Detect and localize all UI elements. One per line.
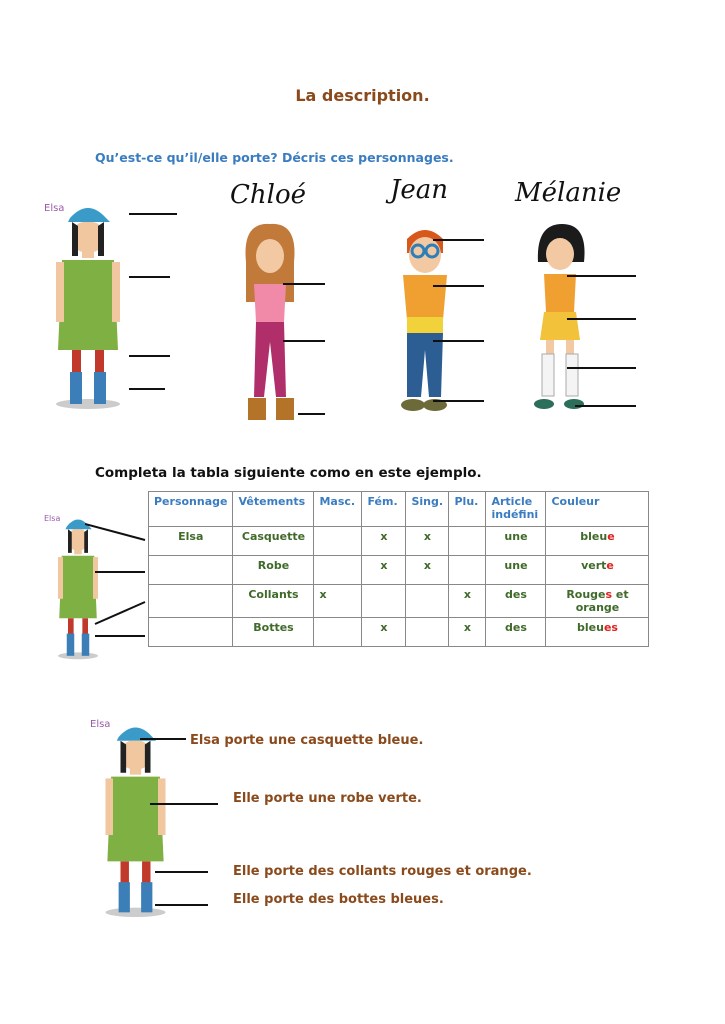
- answer-line: [567, 367, 636, 369]
- elsa-figure: [98, 720, 173, 918]
- cell-article: une: [486, 556, 546, 585]
- cell-masc: [314, 556, 362, 585]
- table-row: [149, 618, 649, 647]
- table-row: [149, 527, 649, 556]
- answer-line: [129, 276, 170, 278]
- answer-line: [155, 904, 208, 906]
- answer-line: [129, 355, 170, 357]
- sentence-robe: Elle porte une robe verte.: [233, 791, 422, 806]
- page-title: La description.: [295, 86, 430, 105]
- answer-line: [567, 275, 636, 277]
- header-masc: Masc.: [314, 492, 362, 527]
- color-text: bleu: [580, 530, 608, 543]
- header-plu: Plu.: [449, 492, 486, 527]
- answer-line: [129, 388, 165, 390]
- cell-couleur: [546, 556, 649, 585]
- answer-line: [433, 340, 484, 342]
- sentence-casquette: Elsa porte une casquette bleue.: [190, 733, 424, 748]
- table-row: [149, 556, 649, 585]
- color-text: et orange: [575, 588, 629, 614]
- elsa-label: Elsa: [44, 203, 65, 214]
- cell-vetement: Collants: [233, 585, 314, 618]
- elsa-label: Elsa: [90, 719, 111, 730]
- table-header-row: [149, 492, 649, 527]
- exercise1-instruction: Qu’est-ce qu’il/elle porte? Décris ces personnages.: [95, 150, 454, 165]
- chloe-figure: [232, 222, 307, 427]
- character-name-jean: Jean: [390, 175, 449, 205]
- color-text: bleu: [577, 621, 604, 634]
- color-text: vert: [581, 559, 607, 572]
- cell-fem: x: [362, 527, 406, 556]
- elsa-label: Elsa: [44, 514, 61, 523]
- answer-line: [433, 400, 484, 402]
- jean-figure: [385, 225, 465, 420]
- cell-plu: x: [449, 585, 486, 618]
- cell-fem: x: [362, 618, 406, 647]
- character-name-melanie: Mélanie: [515, 178, 622, 208]
- answer-line: [298, 413, 325, 415]
- cell-vetement: Casquette: [233, 527, 314, 556]
- answer-line: [567, 318, 636, 320]
- cell-sing: x: [406, 556, 449, 585]
- header-sing: Sing.: [406, 492, 449, 527]
- cell-article: des: [486, 585, 546, 618]
- cell-vetement: Robe: [233, 556, 314, 585]
- table-row: [149, 585, 649, 618]
- answer-line: [433, 239, 484, 241]
- header-couleur: Couleur: [546, 492, 649, 527]
- cell-masc: [314, 618, 362, 647]
- pointer-lines: [85, 520, 150, 645]
- elsa-figure: [48, 200, 128, 410]
- answer-line: [129, 213, 177, 215]
- answer-line: [155, 871, 208, 873]
- cell-plu: [449, 556, 486, 585]
- cell-fem: x: [362, 556, 406, 585]
- answer-line: [433, 285, 484, 287]
- header-personnage: Personnage: [149, 492, 233, 527]
- cell-article: des: [486, 618, 546, 647]
- answer-line: [150, 803, 218, 805]
- answer-line: [575, 405, 636, 407]
- cell-sing: [406, 585, 449, 618]
- sentence-bottes: Elle porte des bottes bleues.: [233, 892, 444, 907]
- cell-personnage: [149, 618, 233, 647]
- cell-personnage: [149, 585, 233, 618]
- sentence-collants: Elle porte des collants rouges et orange.: [233, 864, 532, 879]
- answer-line: [283, 283, 325, 285]
- cell-masc: [314, 527, 362, 556]
- cell-personnage: Elsa: [149, 527, 233, 556]
- cell-masc: x: [314, 585, 362, 618]
- header-article: Article indéfini: [486, 492, 546, 527]
- answer-line: [283, 340, 325, 342]
- cell-couleur: [546, 527, 649, 556]
- cell-plu: x: [449, 618, 486, 647]
- character-name-chloe: Chloé: [230, 180, 306, 210]
- agreement-ending: e: [607, 530, 615, 543]
- cell-article: une: [486, 527, 546, 556]
- agreement-ending: s: [605, 588, 613, 601]
- agreement-ending: es: [603, 621, 618, 634]
- color-text: Rouge: [566, 588, 606, 601]
- cell-vetement: Bottes: [233, 618, 314, 647]
- cell-sing: [406, 618, 449, 647]
- header-vetements: Vêtements: [233, 492, 314, 527]
- cell-sing: x: [406, 527, 449, 556]
- cell-fem: [362, 585, 406, 618]
- agreement-ending: e: [606, 559, 614, 572]
- cell-couleur: [546, 618, 649, 647]
- exercise2-instruction: Completa la tabla siguiente como en este ejemplo.: [95, 465, 482, 481]
- grammar-table: [148, 491, 649, 647]
- cell-couleur: [546, 585, 649, 618]
- header-fem: Fém.: [362, 492, 406, 527]
- answer-line: [140, 738, 186, 740]
- cell-personnage: [149, 556, 233, 585]
- cell-plu: [449, 527, 486, 556]
